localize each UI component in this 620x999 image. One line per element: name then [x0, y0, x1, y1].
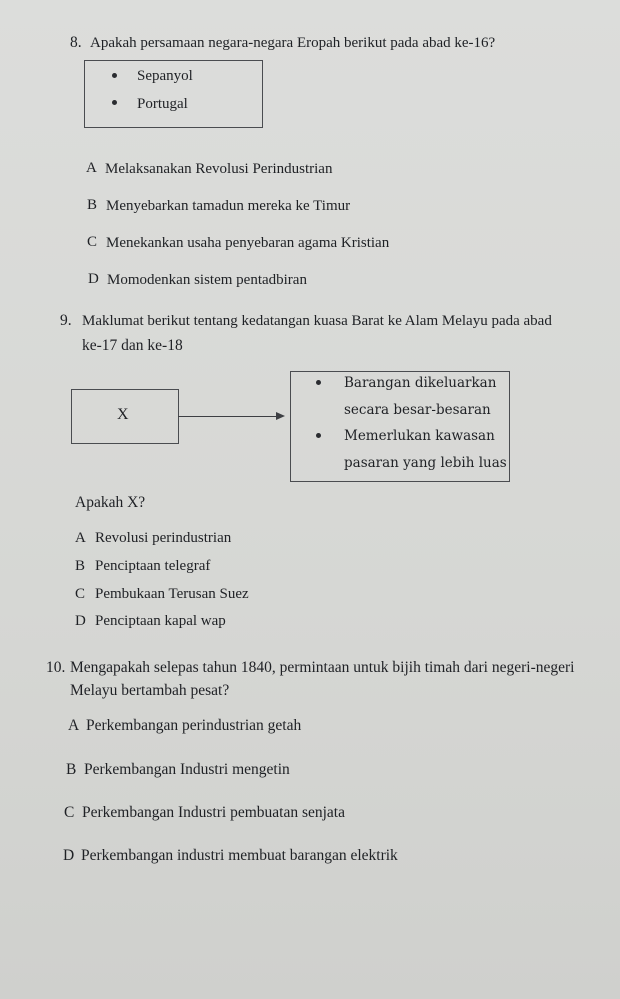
- q10-option-text: Perkembangan Industri pembuatan senjata: [82, 804, 345, 821]
- q9-option-letter: D: [75, 613, 86, 629]
- q9-option-text: Pembukaan Terusan Suez: [95, 586, 249, 602]
- q10-question-line1: Mengapakah selepas tahun 1840, permintaan untuk bijih timah dari negeri-negeri: [70, 659, 575, 676]
- q10-option-text: Perkembangan Industri mengetin: [84, 761, 290, 778]
- q9-info-line: Memerlukan kawasan: [344, 428, 495, 444]
- q10-option-letter: C: [64, 804, 75, 821]
- q10-option-letter: D: [63, 847, 75, 864]
- q8-option-letter: B: [87, 197, 98, 213]
- q10-option-text: Perkembangan industri membuat barangan elektrik: [81, 847, 398, 864]
- q10-option-letter: A: [68, 717, 80, 734]
- q9-option-letter: A: [75, 530, 86, 546]
- q9-info-line: secara besar-besaran: [344, 402, 491, 418]
- q8-question-text: Apakah persamaan negara-negara Eropah berikut pada abad ke-16?: [90, 35, 496, 51]
- q10-number: 10.: [46, 659, 66, 676]
- q10-option-letter: B: [66, 761, 77, 778]
- q8-option-text: Momodenkan sistem pentadbiran: [107, 272, 307, 288]
- bullet-icon: [112, 100, 117, 105]
- q8-option-text: Menyebarkan tamadun mereka ke Timur: [106, 198, 351, 214]
- q9-option-letter: C: [75, 586, 86, 602]
- bullet-icon: [112, 73, 117, 78]
- bullet-icon: [316, 433, 321, 438]
- q9-x-label: X: [117, 406, 129, 423]
- q9-info-line: pasaran yang lebih luas: [344, 455, 507, 471]
- arrow-line: [178, 416, 278, 417]
- q8-box-item: Portugal: [137, 96, 188, 112]
- q8-option-text: Menekankan usaha penyebaran agama Kristian: [106, 235, 390, 251]
- q9-question-line2: ke-17 dan ke-18: [82, 337, 183, 354]
- arrow-right-icon: [276, 412, 285, 420]
- q10-question-line2: Melayu bertambah pesat?: [70, 682, 230, 699]
- q9-option-text: Penciptaan telegraf: [95, 558, 211, 574]
- q9-option-text: Penciptaan kapal wap: [95, 613, 226, 629]
- q9-option-text: Revolusi perindustrian: [95, 530, 232, 546]
- q8-box-item: Sepanyol: [137, 68, 193, 84]
- q8-option-text: Melaksanakan Revolusi Perindustrian: [105, 161, 333, 177]
- q9-option-letter: B: [75, 558, 86, 574]
- bullet-icon: [316, 380, 321, 385]
- q8-option-letter: A: [86, 160, 97, 176]
- q8-option-letter: D: [88, 271, 99, 287]
- q9-info-line: Barangan dikeluarkan: [344, 375, 497, 391]
- q9-prompt: Apakah X?: [75, 494, 146, 511]
- q9-number: 9.: [60, 312, 72, 329]
- q10-option-text: Perkembangan perindustrian getah: [86, 717, 302, 734]
- q8-number: 8.: [70, 34, 82, 51]
- q9-question-line1: Maklumat berikut tentang kedatangan kuasa Barat ke Alam Melayu pada abad: [82, 313, 552, 329]
- q8-option-letter: C: [87, 234, 98, 250]
